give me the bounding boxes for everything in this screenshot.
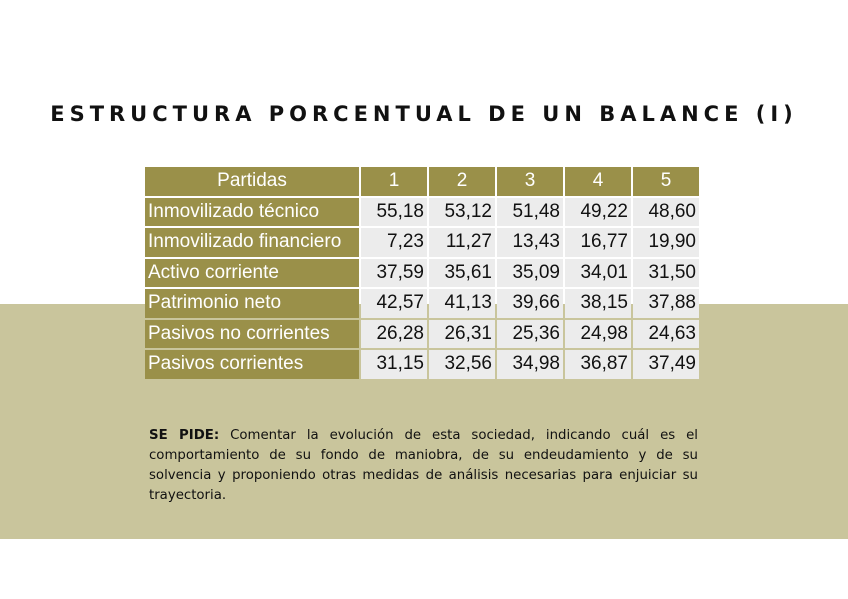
table-cell: 41,13 bbox=[429, 289, 495, 318]
table-cell: 25,36 bbox=[497, 320, 563, 349]
table-cell: 35,61 bbox=[429, 259, 495, 288]
table-row bbox=[145, 228, 699, 257]
header-col-1: 1 bbox=[361, 167, 427, 196]
header-col-3: 3 bbox=[497, 167, 563, 196]
assignment-text bbox=[149, 426, 698, 506]
assignment-body: Comentar la evolución de esta sociedad, indicando cuál es el comportamiento de su fondo de maniobra, de su endeudamiento y de su solvencia y proponiendo otras medidas de análisis necesarias para enjuiciar su trayectoria. bbox=[149, 428, 698, 503]
table-cell: 24,63 bbox=[633, 320, 699, 349]
table-cell: 34,01 bbox=[565, 259, 631, 288]
row-label: Inmovilizado técnico bbox=[145, 198, 359, 227]
table-cell: 31,50 bbox=[633, 259, 699, 288]
table-cell: 26,31 bbox=[429, 320, 495, 349]
table-cell: 37,49 bbox=[633, 350, 699, 379]
page-title: ESTRUCTURA PORCENTUAL DE UN BALANCE (I) bbox=[50, 102, 798, 126]
table-cell: 32,56 bbox=[429, 350, 495, 379]
table-cell: 51,48 bbox=[497, 198, 563, 227]
table-cell: 39,66 bbox=[497, 289, 563, 318]
table-cell: 35,09 bbox=[497, 259, 563, 288]
table-cell: 49,22 bbox=[565, 198, 631, 227]
header-col-4: 4 bbox=[565, 167, 631, 196]
table-cell: 24,98 bbox=[565, 320, 631, 349]
table-cell: 53,12 bbox=[429, 198, 495, 227]
table-cell: 16,77 bbox=[565, 228, 631, 257]
table-row bbox=[145, 259, 699, 288]
table-cell: 13,43 bbox=[497, 228, 563, 257]
table-cell: 37,59 bbox=[361, 259, 427, 288]
table-cell: 34,98 bbox=[497, 350, 563, 379]
table-row bbox=[145, 198, 699, 227]
header-col-2: 2 bbox=[429, 167, 495, 196]
table-cell: 11,27 bbox=[429, 228, 495, 257]
row-label: Pasivos corrientes bbox=[145, 350, 359, 379]
table-cell: 36,87 bbox=[565, 350, 631, 379]
table-cell: 7,23 bbox=[361, 228, 427, 257]
table-cell: 55,18 bbox=[361, 198, 427, 227]
table-cell: 42,57 bbox=[361, 289, 427, 318]
table-row bbox=[145, 320, 699, 349]
balance-table-container bbox=[143, 165, 701, 381]
row-label: Pasivos no corrientes bbox=[145, 320, 359, 349]
assignment-lead: SE PIDE: bbox=[149, 428, 220, 443]
table-row bbox=[145, 289, 699, 318]
table-cell: 38,15 bbox=[565, 289, 631, 318]
row-label: Inmovilizado financiero bbox=[145, 228, 359, 257]
table-header-row bbox=[145, 167, 699, 196]
balance-table bbox=[143, 165, 701, 381]
table-cell: 19,90 bbox=[633, 228, 699, 257]
row-label: Patrimonio neto bbox=[145, 289, 359, 318]
table-cell: 48,60 bbox=[633, 198, 699, 227]
table-cell: 37,88 bbox=[633, 289, 699, 318]
table-row bbox=[145, 350, 699, 379]
table-cell: 31,15 bbox=[361, 350, 427, 379]
row-label: Activo corriente bbox=[145, 259, 359, 288]
header-col-5: 5 bbox=[633, 167, 699, 196]
header-partidas: Partidas bbox=[145, 167, 359, 196]
table-cell: 26,28 bbox=[361, 320, 427, 349]
